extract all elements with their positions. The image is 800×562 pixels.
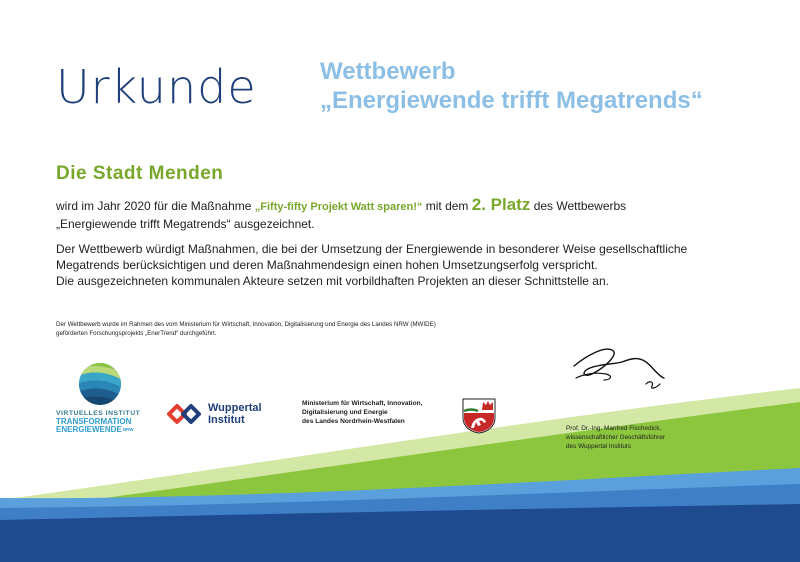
vit-line-2: TRANSFORMATION [56, 416, 132, 426]
funding-note-line-1: Der Wettbewerb wurde im Rahmen des vom Ministerium für Wirtschaft, Innovation, Digitalisierung und Energie des Landes NRW (MWIDE) [56, 321, 436, 328]
funding-note-line-2: geförderten Forschungsprojekts „EnerTrend“ durchgeführt. [56, 330, 217, 337]
award-line-1 [56, 196, 756, 216]
ministry-line-1: Ministerium für Wirtschaft, Innovation, [302, 400, 423, 407]
vit-line-3 [56, 426, 186, 435]
certificate-title: Urkunde [56, 60, 257, 114]
ministry-name [302, 399, 422, 426]
award-text-3: des Wettbewerbs [530, 199, 627, 213]
award-text-2: mit dem [422, 199, 472, 213]
competition-line-1: Wettbewerb [320, 58, 456, 85]
award-text-1: wird im Jahr 2020 für die Maßnahme [56, 199, 255, 213]
handwritten-signature [566, 338, 676, 398]
funding-note [56, 320, 616, 338]
description-line-2: Megatrends berücksichtigen und deren Maßnahmendesign einen hohen Umsetzungserfolg verspricht. [56, 258, 598, 272]
signatory-name: Prof. Dr.-Ing. Manfred Fischedick, [566, 425, 662, 432]
signatory-org: des Wuppertal Instituts [566, 443, 631, 450]
award-statement [56, 196, 756, 233]
vit-line-1: VIRTUELLES INSTITUT [56, 410, 141, 417]
award-line-2: „Energiewende trifft Megatrends“ ausgezeichnet. [56, 217, 315, 231]
signatory-role: wissenschaftlicher Geschäftsführer [566, 434, 666, 441]
wuppertal-mark-icon [166, 403, 202, 425]
vit-line-3-text: ENERGIEWENDE [56, 425, 122, 434]
ministry-line-2: Digitalisierung und Energie [302, 409, 388, 416]
vit-globe-icon [78, 362, 122, 406]
competition-line-2: „Energiewende trifft Megatrends“ [320, 87, 703, 114]
description-line-3: Die ausgezeichneten kommunalen Akteure setzen mit vorbildhaften Projekten an dieser Schnittstelle an. [56, 274, 609, 288]
description-line-1: Der Wettbewerb würdigt Maßnahmen, die bei der Umsetzung der Energiewende in besonderer Weise gesellschaftliche [56, 242, 688, 256]
competition-description [56, 241, 756, 289]
vit-suffix: NRW [122, 427, 134, 432]
wuppertal-wordmark [208, 402, 262, 426]
wuppertal-line-2: Institut [208, 414, 245, 426]
award-place: 2. Platz [471, 195, 531, 214]
recipient-name: Die Stadt Menden [56, 163, 224, 184]
wuppertal-logo [166, 402, 262, 426]
competition-name [320, 57, 703, 115]
measure-name: „Fifty-fifty Projekt Watt sparen!“ [254, 201, 423, 213]
signatory-block [566, 424, 665, 451]
nrw-crest-icon [462, 398, 496, 434]
wuppertal-line-1: Wuppertal [208, 402, 262, 414]
ministry-line-3: des Landes Nordrhein-Westfalen [302, 418, 405, 425]
